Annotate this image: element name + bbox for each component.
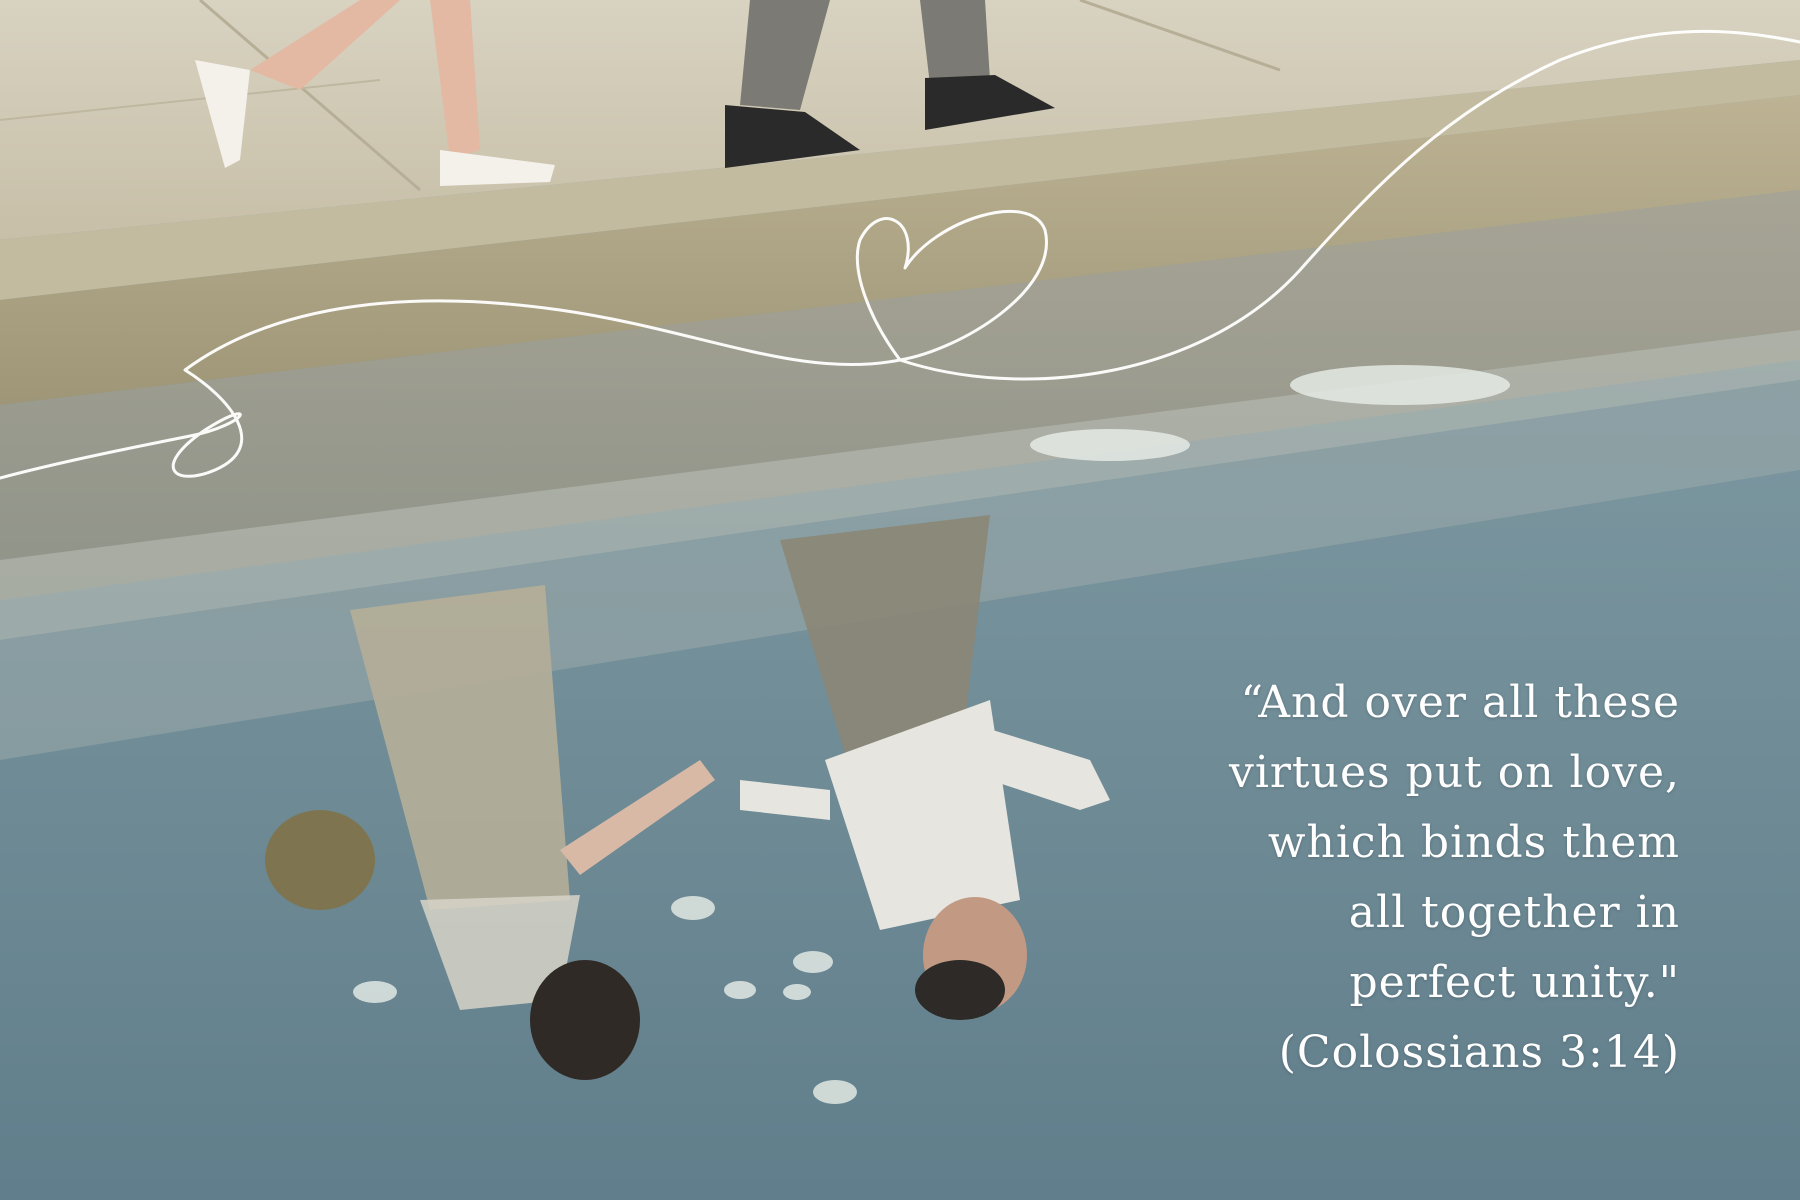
quote-line: “And over all these xyxy=(1240,677,1680,728)
quote-citation: (Colossians 3:14) xyxy=(1278,1027,1680,1078)
quote-line: which binds them xyxy=(1267,817,1680,868)
bouquet-reflection xyxy=(265,810,375,910)
bible-verse-quote xyxy=(1120,668,1680,1088)
quote-line: all together in xyxy=(1348,887,1680,938)
quote-line: perfect unity." xyxy=(1349,957,1680,1008)
quote-line: virtues put on love, xyxy=(1228,747,1680,798)
